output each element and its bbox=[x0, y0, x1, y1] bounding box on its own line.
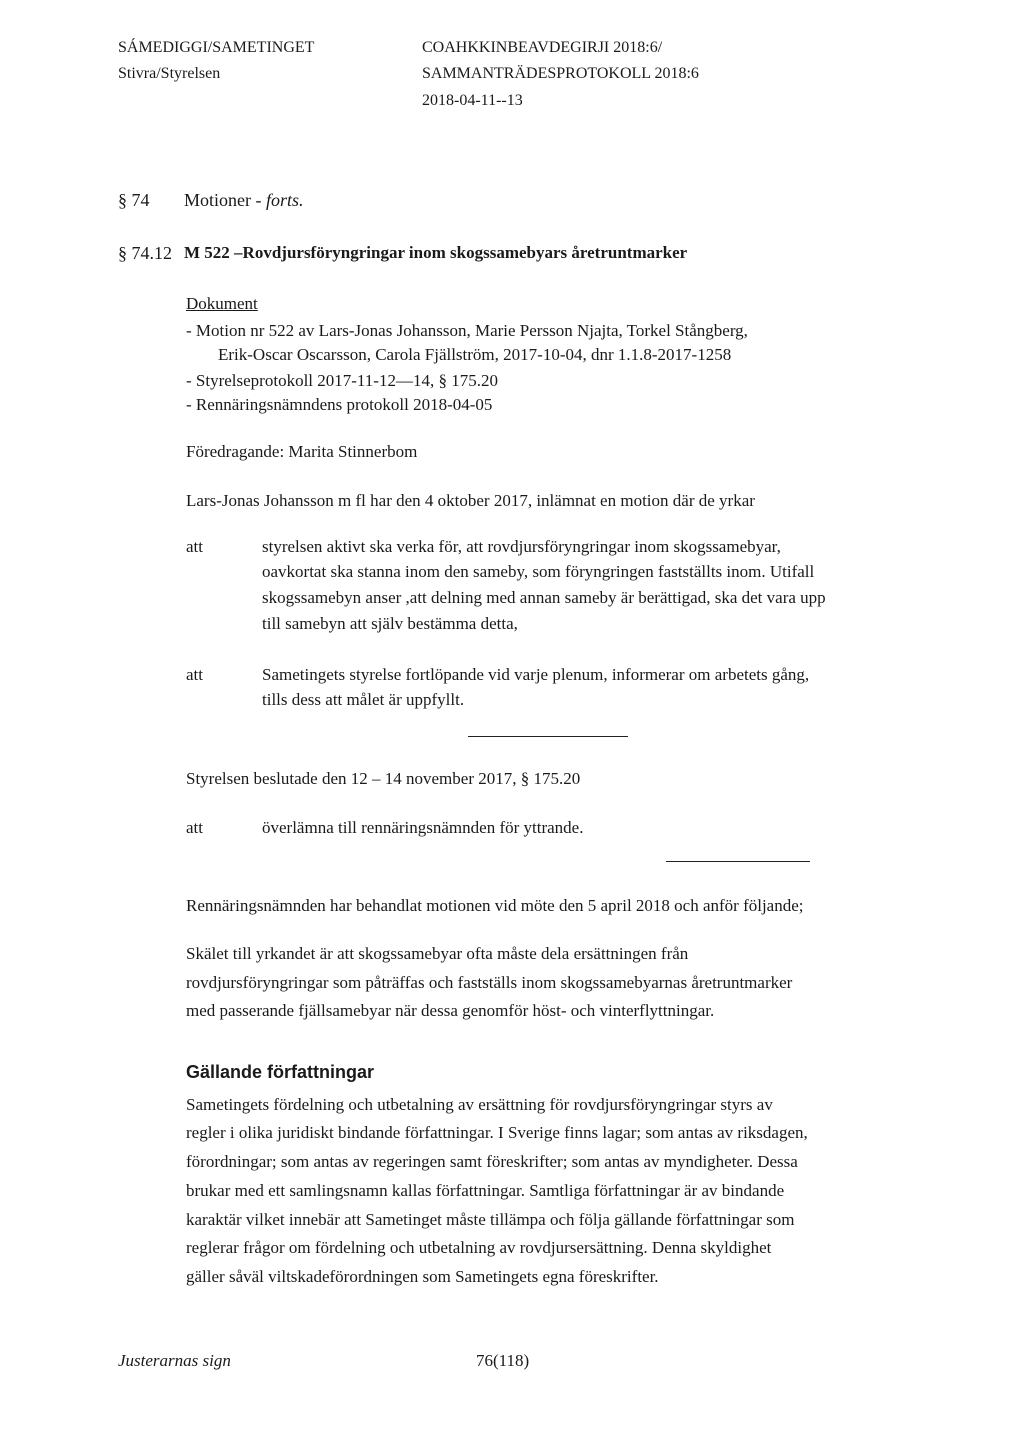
documents-heading: Dokument bbox=[186, 294, 258, 313]
documents-item: - Styrelseprotokoll 2017-11-12—14, § 175.20 bbox=[186, 371, 498, 390]
documents-item-cont: Erik-Oscar Oscarsson, Carola Fjällström, 2017-10-04, dnr 1.1.8-2017-1258 bbox=[218, 345, 732, 364]
demand-line: till samebyn att själv bestämma detta, bbox=[262, 614, 518, 633]
subsection-title: M 522 –Rovdjursföryngringar inom skogssamebyars åretruntmarker bbox=[184, 243, 688, 262]
intro-paragraph: Lars-Jonas Johansson m fl har den 4 oktober 2017, inlämnat en motion där de yrkar bbox=[186, 491, 755, 510]
header-board: Stivra/Styrelsen bbox=[118, 65, 221, 82]
demand-label: att bbox=[186, 537, 203, 556]
regulations-line: karaktär vilket innebär att Sametinget måste tillämpa och följa gällande författningar som bbox=[186, 1210, 795, 1229]
header-protocol-sami: COAHKKINBEAVDEGIRJI 2018:6/ bbox=[422, 39, 663, 56]
header-org: SÁMEDIGGI/SAMETINGET bbox=[118, 39, 315, 56]
regulations-line: reglerar frågor om fördelning och utbetalning av rovdjursersättning. Denna skyldighet bbox=[186, 1238, 772, 1257]
reason-line: rovdjursföryngringar som påträffas och fastställs inom skogssamebyarnas åretruntmarker bbox=[186, 973, 793, 992]
section-title bbox=[184, 190, 304, 211]
documents-item: - Rennäringsnämndens protokoll 2018-04-05 bbox=[186, 395, 493, 414]
decision-label: att bbox=[186, 818, 203, 837]
separator-line bbox=[666, 861, 810, 862]
demand-line: Sametingets styrelse fortlöpande vid varje plenum, informerar om arbetets gång, bbox=[262, 665, 810, 684]
regulations-heading: Gällande författningar bbox=[186, 1062, 375, 1082]
section-title-forts: forts. bbox=[265, 190, 304, 210]
regulations-line: förordningar; som antas av regeringen samt föreskrifter; som antas av myndigheter. Dessa bbox=[186, 1152, 798, 1171]
header-date: 2018-04-11--13 bbox=[422, 92, 523, 109]
regulations-line: gäller såväl viltskadeförordningen som Sametingets egna föreskrifter. bbox=[186, 1267, 659, 1286]
demand-line: skogssamebyn anser ,att delning med annan sameby är berättigad, ska det vara upp bbox=[262, 588, 826, 607]
header-protocol-swedish: SAMMANTRÄDESPROTOKOLL 2018:6 bbox=[422, 65, 699, 82]
separator-line bbox=[468, 736, 628, 737]
demand-line: tills dess att målet är uppfyllt. bbox=[262, 690, 465, 709]
presenter: Föredragande: Marita Stinnerbom bbox=[186, 442, 418, 461]
regulations-line: regler i olika juridiskt bindande författningar. I Sverige finns lagar; som antas av riksdagen, bbox=[186, 1123, 808, 1142]
documents-item: - Motion nr 522 av Lars-Jonas Johansson, Marie Persson Njajta, Torkel Stångberg, bbox=[186, 321, 748, 340]
reason-line: Skälet till yrkandet är att skogssamebyar ofta måste dela ersättningen från bbox=[186, 944, 689, 963]
regulations-line: brukar med ett samlingsnamn kallas författningar. Samtliga författningar är av bindande bbox=[186, 1181, 785, 1200]
committee-paragraph: Rennäringsnämnden har behandlat motionen vid möte den 5 april 2018 och anför följande; bbox=[186, 896, 804, 915]
subsection-number: § 74.12 bbox=[118, 243, 172, 263]
demand-line: oavkortat ska stanna inom den sameby, som föryngringen fastställts inom. Utifall bbox=[262, 562, 815, 581]
demand-line: styrelsen aktivt ska verka för, att rovdjursföryngringar inom skogssamebyar, bbox=[262, 537, 781, 556]
footer-page-number: 76(118) bbox=[476, 1351, 530, 1370]
footer-sign: Justerarnas sign bbox=[118, 1351, 231, 1370]
board-decision: Styrelsen beslutade den 12 – 14 november 2017, § 175.20 bbox=[186, 769, 581, 788]
regulations-line: Sametingets fördelning och utbetalning av ersättning för rovdjursföryngringar styrs av bbox=[186, 1095, 773, 1114]
reason-line: med passerande fjällsamebyar när dessa genomför höst- och vinterflyttningar. bbox=[186, 1001, 715, 1020]
demand-label: att bbox=[186, 665, 203, 684]
decision-text: överlämna till rennäringsnämnden för yttrande. bbox=[262, 818, 584, 837]
section-title-text: Motioner - bbox=[184, 190, 262, 210]
section-number: § 74 bbox=[118, 190, 150, 210]
